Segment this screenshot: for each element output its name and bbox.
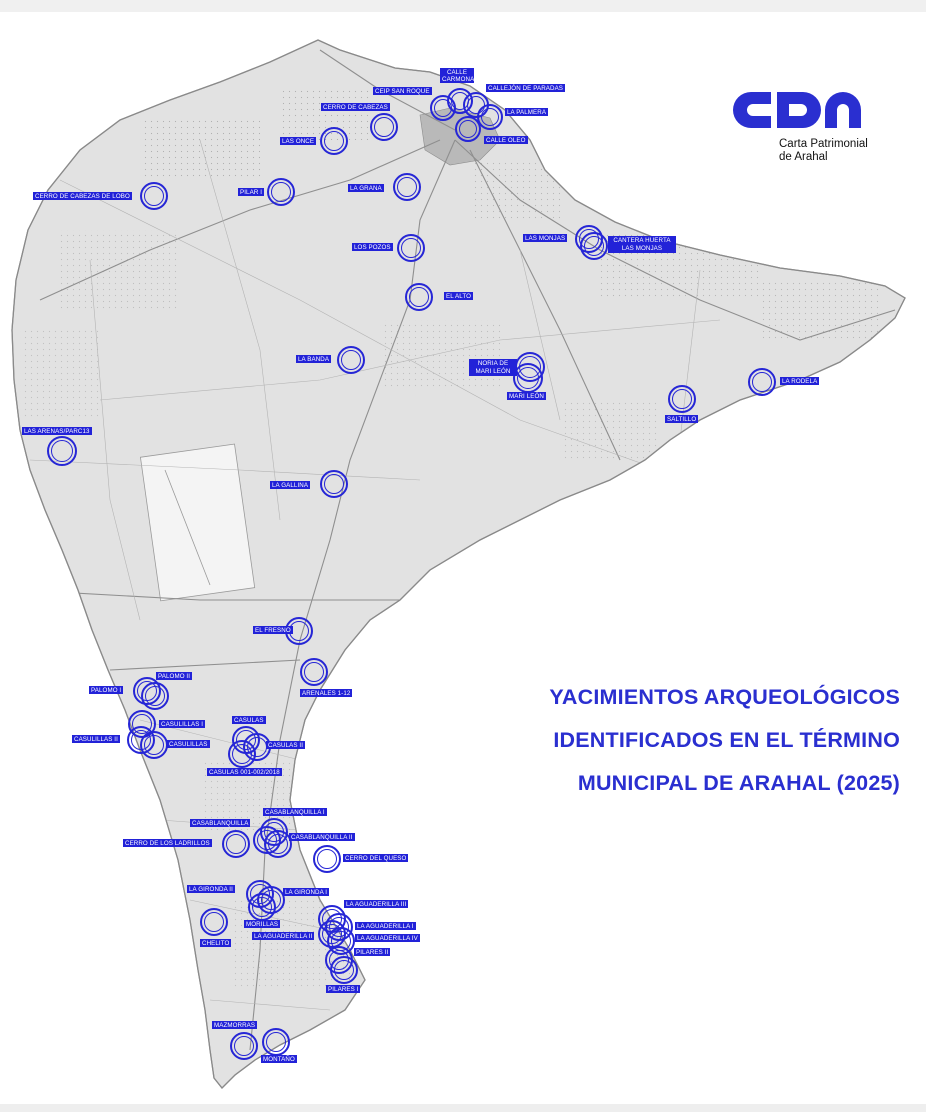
site-label-mazmorras: MAZMORRAS [214, 1021, 256, 1029]
bottom-margin [0, 1104, 926, 1112]
site-marker-arenales-1-12[interactable] [300, 658, 328, 686]
site-label-cantera-huerta-las-monjas: CANTERA HUERTA LAS MONJAS [608, 236, 676, 253]
logo-wordmark [779, 138, 868, 164]
site-label-ceip-san-roque: CEIP SAN ROQUE [375, 87, 430, 95]
site-marker-cerro-del-queso[interactable] [313, 845, 341, 873]
site-label-casulillas-i: CASULILLAS I [161, 720, 204, 728]
site-label-mari-leon: MARI LEÓN [509, 392, 544, 400]
title-line-3: MUNICIPAL DE ARAHAL (2025) [577, 771, 900, 795]
site-label-la-gironda-i: LA GIRONDA I [285, 888, 328, 896]
site-label-casablanquilla-i: CASABLANQUILLA I [265, 808, 325, 816]
site-marker-saltillo[interactable] [668, 385, 696, 413]
site-label-las-arenas-parc13: LAS ARENAS/PARC13 [24, 427, 90, 435]
site-label-calle-carmona: CALLE CARMONA [442, 68, 475, 83]
site-label-la-aguaderilla-ii: LA AGUADERILLA II [254, 932, 313, 940]
site-label-casulas-ii: CASULAS II [268, 741, 304, 749]
site-label-casulas-001-002-2018: CASULAS 001-002/2018 [209, 768, 280, 776]
site-marker-la-banda[interactable] [337, 346, 365, 374]
site-marker-montano[interactable] [262, 1028, 290, 1056]
site-marker-pilares-i[interactable] [330, 956, 358, 984]
svg-text:CPA: CPA [733, 90, 735, 91]
site-label-el-fresno: EL FRESNO [255, 626, 291, 634]
site-label-morillas: MORILLAS [246, 920, 279, 928]
site-label-las-monjas: LAS MONJAS [525, 234, 566, 242]
site-label-saltillo: SALTILLO [667, 415, 697, 423]
site-label-chelito: CHELITO [202, 939, 230, 947]
site-label-cerro-de-los-ladrillos: CERRO DE LOS LADRILLOS [125, 839, 210, 847]
site-label-casulillas: CASULILLAS [169, 740, 208, 748]
site-marker-pilar-i[interactable] [267, 178, 295, 206]
site-label-los-pozos: LOS POZOS [354, 243, 391, 251]
site-label-el-alto: EL ALTO [446, 292, 472, 300]
site-marker-las-once[interactable] [320, 127, 348, 155]
site-marker-mazmorras[interactable] [230, 1032, 258, 1060]
site-label-pilares-ii: PILARES II [356, 948, 389, 956]
site-marker-ceip-san-roque[interactable] [430, 95, 456, 121]
site-label-la-banda: LA BANDA [298, 355, 330, 363]
site-label-callejon-de-paradas: CALLEJÓN DE PARADAS [488, 84, 564, 92]
site-label-casulillas-ii: CASULILLAS II [74, 735, 118, 743]
site-label-la-gallina: LA GALLINA [272, 481, 309, 489]
site-marker-cerro-de-cabezas-de-lobo[interactable] [140, 182, 168, 210]
site-label-montano: MONTAÑO [263, 1055, 295, 1063]
site-label-palomo-ii: PALOMO II [158, 672, 191, 680]
site-marker-palomo-ii[interactable] [141, 682, 169, 710]
site-marker-casulas-001-002-2018[interactable] [228, 740, 256, 768]
site-marker-la-grana[interactable] [393, 173, 421, 201]
site-marker-el-alto[interactable] [405, 283, 433, 311]
logo-line-2: de Arahal [779, 151, 828, 163]
site-label-palomo-i: PALOMO I [91, 686, 122, 694]
site-label-calle-oleo: CALLE OLEO [486, 136, 526, 144]
site-marker-la-gallina[interactable] [320, 470, 348, 498]
map-title [440, 676, 900, 805]
site-label-arenales-1-12: ARENALES 1-12 [302, 689, 351, 697]
site-marker-mari-leon[interactable] [513, 363, 543, 393]
site-marker-la-rodela[interactable] [748, 368, 776, 396]
title-line-2: IDENTIFICADOS EN EL TÉRMINO [553, 728, 900, 752]
airfield [140, 444, 254, 601]
site-label-casablanquilla: CASABLANQUILLA [192, 819, 249, 827]
site-label-la-grana: LA GRANA [350, 184, 382, 192]
site-label-pilares-i: PILARES I [328, 985, 359, 993]
site-label-la-aguaderilla-iii: LA AGUADERILLA III [346, 900, 407, 908]
site-marker-chelito[interactable] [200, 908, 228, 936]
cpa-logo-mark [733, 90, 865, 130]
site-label-casulas: CASULAS [234, 716, 264, 724]
site-label-cerro-de-cabezas-de-lobo: CERRO DE CABEZAS DE LOBO [35, 192, 130, 200]
site-marker-casulillas[interactable] [140, 731, 168, 759]
site-label-pilar-i: PILAR I [240, 188, 263, 196]
title-line-1: YACIMIENTOS ARQUEOLÓGICOS [549, 685, 900, 709]
site-label-cerro-de-cabezas: CERRO DE CABEZAS [323, 103, 388, 111]
cpa-logo [733, 90, 903, 170]
site-marker-la-palmera[interactable] [477, 104, 503, 130]
site-label-la-aguaderilla-iv: LA AGUADERILLA IV [357, 934, 418, 942]
site-marker-los-pozos[interactable] [397, 234, 425, 262]
site-label-noria-de-mari-leon: NORIA DE MARI LEÓN [469, 359, 517, 376]
logo-line-1: Carta Patrimonial [779, 138, 868, 150]
site-marker-casablanquilla-ii[interactable] [264, 830, 292, 858]
site-marker-calle-oleo[interactable] [455, 116, 481, 142]
site-marker-las-arenas-parc13[interactable] [47, 436, 77, 466]
site-marker-cerro-de-los-ladrillos[interactable] [222, 830, 250, 858]
site-marker-morillas[interactable] [248, 893, 276, 921]
site-label-las-once: LAS ONCE [282, 137, 315, 145]
site-label-la-palmera: LA PALMERA [507, 108, 547, 116]
site-label-casablanquilla-ii: CASABLANQUILLA II [291, 833, 353, 841]
site-marker-cerro-de-cabezas[interactable] [370, 113, 398, 141]
site-label-cerro-del-queso: CERRO DEL QUESO [345, 854, 407, 862]
site-label-la-rodela: LA RODELA [782, 377, 818, 385]
site-label-la-aguaderilla-i: LA AGUADERILLA I [357, 922, 414, 930]
site-marker-cantera-huerta-las-monjas[interactable] [580, 232, 608, 260]
site-label-la-gironda-ii: LA GIRONDA II [189, 885, 233, 893]
